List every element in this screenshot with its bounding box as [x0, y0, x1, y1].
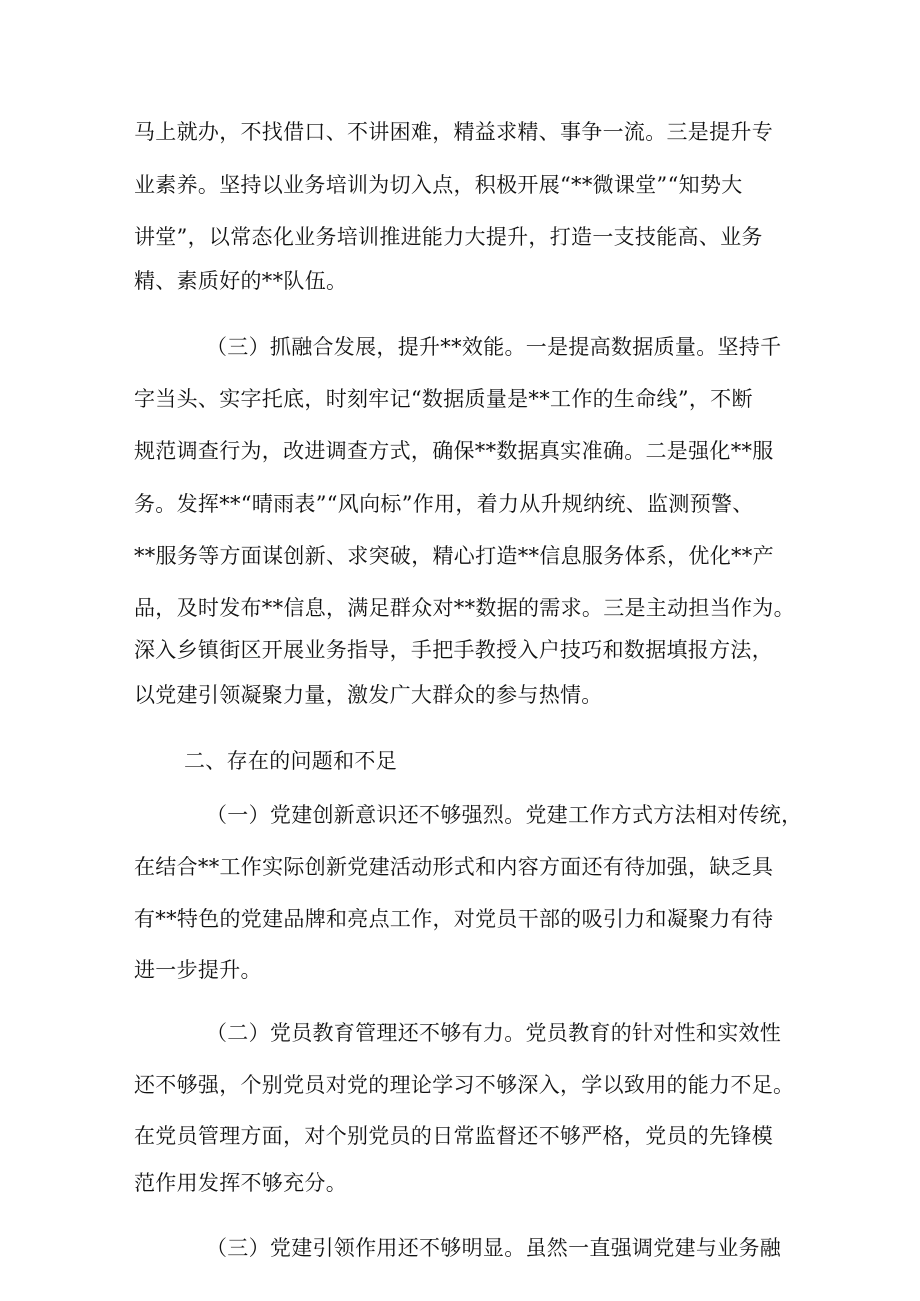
paragraph-line: 马上就办，不找借口、不讲困难，精益求精、事争一流。三是提升专	[134, 120, 773, 144]
paragraph-line: 业素养。坚持以业务培训为切入点，积极开展“**微课堂”“知势大	[134, 173, 743, 197]
paragraph-line: 在党员管理方面，对个别党员的日常监督还不够严格，党员的先锋模	[134, 1124, 773, 1148]
paragraph-line: 品，及时发布**信息，满足群众对**数据的需求。三是主动担当作为。	[134, 596, 795, 620]
paragraph-line: 讲堂”，以常态化业务培训推进能力大提升，打造一支技能高、业务	[134, 225, 763, 249]
paragraph-line: 深入乡镇街区开展业务指导，手把手教授入户技巧和数据填报方法，	[134, 638, 773, 662]
paragraph-line: 务。发挥**“晴雨表”“风向标”作用，着力从升规纳统、监测预警、	[134, 492, 754, 516]
paragraph-line: 进一步提升。	[134, 958, 262, 982]
paragraph-line: 范作用发挥不够充分。	[134, 1171, 347, 1195]
problem-heading-line: （二）党员教育管理还不够有力。党员教育的针对性和实效性	[206, 1021, 782, 1045]
paragraph-line: 规范调查行为，改进调查方式，确保**数据真实准确。二是强化**服	[134, 439, 774, 463]
section-heading: 二、存在的问题和不足	[184, 749, 397, 773]
paragraph-line: 精、素质好的**队伍。	[134, 269, 348, 293]
problem-heading-line: （三）党建引领作用还不够明显。虽然一直强调党建与业务融	[206, 1236, 782, 1260]
section-heading-line: （三）抓融合发展，提升**效能。一是提高数据质量。坚持千	[206, 335, 782, 359]
paragraph-line: **服务等方面谋创新、求突破，精心打造**信息服务体系，优化**产	[134, 544, 774, 568]
paragraph-line: 字当头、实字托底，时刻牢记“数据质量是**工作的生命线”，不断	[134, 387, 753, 411]
paragraph-line: 以党建引领凝聚力量，激发广大群众的参与热情。	[134, 683, 603, 707]
paragraph-line: 有**特色的党建品牌和亮点工作，对党员干部的吸引力和凝聚力有待	[134, 907, 774, 931]
paragraph-line: 还不够强，个别党员对党的理论学习不够深入，学以致用的能力不足。	[134, 1073, 795, 1097]
paragraph-line: 在结合**工作实际创新党建活动形式和内容方面还有待加强，缺乏具	[134, 855, 774, 879]
problem-heading-line: （一）党建创新意识还不够强烈。党建工作方式方法相对传统，	[206, 803, 803, 827]
